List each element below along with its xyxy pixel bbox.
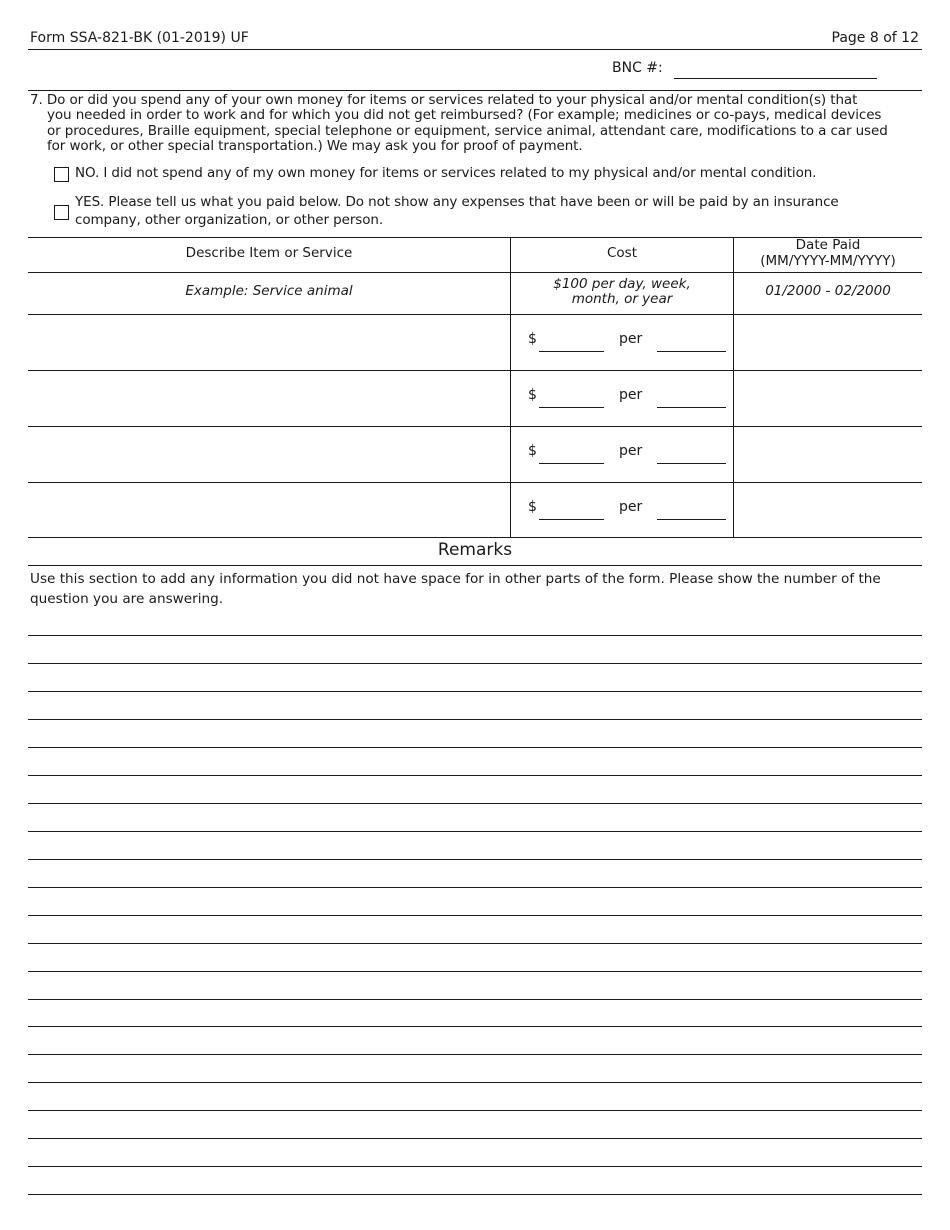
remarks-instructions-line2: question you are answering.	[30, 591, 224, 607]
no-option-label: NO. I did not spend any of my own money for items or services related to my physical and/or mental condition.	[75, 165, 817, 181]
remarks-line	[28, 747, 922, 748]
dollar-sign: $	[528, 331, 537, 347]
remarks-textarea[interactable]	[28, 610, 922, 1195]
question7-line2: you needed in order to work and for which you did not get reimbursed? (For example; medicines or co-pays, medical devices	[47, 107, 882, 123]
cost-period-underline	[657, 519, 726, 520]
remarks-line	[28, 1138, 922, 1139]
cost-amount-underline	[539, 407, 604, 408]
cost-period-underline	[657, 351, 726, 352]
dollar-sign: $	[528, 443, 537, 459]
table-bottom-rule	[28, 537, 922, 538]
question7-line3: or procedures, Braille equipment, special telephone or equipment, service animal, attendant care, modifications to a car used	[47, 123, 888, 139]
date-paid-input[interactable]	[738, 430, 918, 478]
remarks-title: Remarks	[437, 540, 513, 560]
date-paid-input[interactable]	[738, 486, 918, 534]
table-row-rule	[28, 314, 922, 315]
remarks-line	[28, 1026, 922, 1027]
example-cost-line2: month, or year	[571, 291, 673, 307]
remarks-line	[28, 1054, 922, 1055]
question7-line1: 7. Do or did you spend any of your own money for items or services related to your physical and/or mental condition(s) that	[30, 92, 858, 108]
table-col-divider	[733, 237, 734, 538]
cost-amount-underline	[539, 519, 604, 520]
bnc-rule	[28, 90, 922, 91]
date-paid-input[interactable]	[738, 318, 918, 366]
col-cost-header: Cost	[606, 245, 637, 261]
dollar-sign: $	[528, 499, 537, 515]
dollar-sign: $	[528, 387, 537, 403]
cost-amount-underline	[539, 463, 604, 464]
remarks-line	[28, 691, 922, 692]
remarks-line	[28, 663, 922, 664]
remarks-line	[28, 1082, 922, 1083]
remarks-line	[28, 1194, 922, 1195]
no-checkbox[interactable]	[54, 167, 69, 182]
cost-amount-underline	[539, 351, 604, 352]
example-cost-line1: $100 per day, week,	[553, 276, 691, 292]
example-date: 01/2000 - 02/2000	[765, 283, 891, 299]
item-input[interactable]	[32, 486, 506, 534]
remarks-line	[28, 1166, 922, 1167]
per-label: per	[619, 499, 643, 515]
cost-amount-input[interactable]	[539, 389, 603, 407]
cost-amount-input[interactable]	[539, 333, 603, 351]
form-id: Form SSA-821-BK (01-2019) UF	[30, 30, 249, 46]
remarks-line	[28, 859, 922, 860]
cost-period-input[interactable]	[657, 445, 725, 463]
remarks-line	[28, 803, 922, 804]
page-number: Page 8 of 12	[831, 30, 919, 46]
header-rule	[28, 49, 922, 50]
remarks-line	[28, 719, 922, 720]
table-row-rule	[28, 426, 922, 427]
cost-period-input[interactable]	[657, 501, 725, 519]
cost-period-underline	[657, 463, 726, 464]
col-describe-header: Describe Item or Service	[185, 245, 353, 261]
bnc-label: BNC #:	[612, 60, 663, 76]
per-label: per	[619, 331, 643, 347]
yes-option-line1: YES. Please tell us what you paid below. Do not show any expenses that have been or will be paid by an insurance	[75, 194, 839, 210]
cost-period-input[interactable]	[657, 389, 725, 407]
cost-amount-input[interactable]	[539, 501, 603, 519]
col-date-header-line1: Date Paid	[795, 237, 861, 253]
bnc-underline	[674, 78, 877, 79]
yes-option-line2: company, other organization, or other person.	[75, 212, 384, 228]
remarks-title-rule	[28, 565, 922, 566]
table-row-rule	[28, 482, 922, 483]
remarks-line	[28, 635, 922, 636]
remarks-line	[28, 943, 922, 944]
per-label: per	[619, 387, 643, 403]
remarks-line	[28, 1110, 922, 1111]
cost-period-input[interactable]	[657, 333, 725, 351]
question7-line4: for work, or other special transportation.) We may ask you for proof of payment.	[47, 138, 583, 154]
item-input[interactable]	[32, 374, 506, 422]
item-input[interactable]	[32, 318, 506, 366]
remarks-line	[28, 775, 922, 776]
cost-amount-input[interactable]	[539, 445, 603, 463]
example-item: Example: Service animal	[185, 283, 353, 299]
cost-period-underline	[657, 407, 726, 408]
col-date-header-line2: (MM/YYYY-MM/YYYY)	[760, 253, 896, 269]
remarks-line	[28, 887, 922, 888]
remarks-line	[28, 915, 922, 916]
date-paid-input[interactable]	[738, 374, 918, 422]
table-header-rule	[28, 272, 922, 273]
item-input[interactable]	[32, 430, 506, 478]
remarks-instructions-line1: Use this section to add any information you did not have space for in other parts of the form. Please show the number of the	[30, 571, 881, 587]
remarks-line	[28, 999, 922, 1000]
remarks-line	[28, 971, 922, 972]
table-row-rule	[28, 370, 922, 371]
remarks-line	[28, 831, 922, 832]
yes-checkbox[interactable]	[54, 205, 69, 220]
per-label: per	[619, 443, 643, 459]
bnc-field[interactable]	[674, 60, 876, 78]
